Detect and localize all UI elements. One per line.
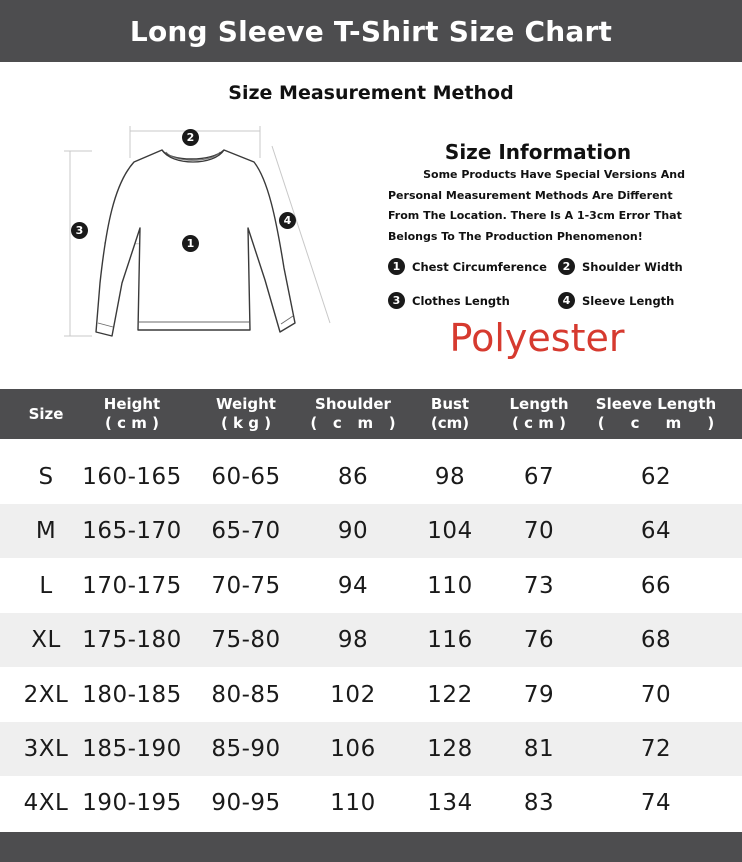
table-cell: 116	[427, 627, 473, 654]
table-cell: 70-75	[211, 572, 281, 599]
legend-label: Shoulder Width	[582, 259, 683, 274]
table-cell: 66	[640, 572, 672, 599]
shirt-diagram	[62, 118, 352, 358]
method-title: Size Measurement Method	[228, 82, 514, 104]
table-row	[0, 450, 742, 504]
header-unit: ( c m )	[597, 414, 715, 432]
table-cell: 86	[337, 464, 369, 490]
legend-clothes-length	[388, 292, 510, 309]
table-cell: XL	[31, 627, 61, 654]
header-sleeve-length	[588, 389, 724, 439]
shirt-outline-icon	[62, 118, 352, 358]
legend-label: Chest Circumference	[412, 259, 547, 274]
table-cell: 60-65	[211, 464, 281, 490]
header-unit: (cm)	[430, 414, 470, 432]
table-cell: 2XL	[23, 681, 69, 708]
legend-shoulder	[558, 258, 683, 275]
footer-bar	[0, 832, 742, 862]
table-cell: 104	[427, 518, 473, 545]
number-4-icon: 4	[558, 292, 575, 309]
info-line: Personal Measurement Methods Are Different	[388, 188, 673, 202]
material-label: Polyester	[449, 316, 625, 360]
info-text	[388, 165, 693, 247]
legend-label: Sleeve Length	[582, 293, 675, 308]
table-cell: 90	[337, 518, 369, 545]
table-cell: 80-85	[211, 681, 281, 708]
legend-chest	[388, 258, 547, 275]
header-label: Shoulder	[315, 395, 391, 413]
table-row	[0, 559, 742, 613]
table-cell: 160-165	[82, 464, 182, 490]
table-cell: 110	[427, 572, 473, 599]
header-label: Bust	[430, 395, 470, 413]
table-cell: 98	[337, 627, 369, 654]
marker-1-icon: 1	[182, 235, 199, 252]
header-size	[0, 389, 92, 439]
header-bust	[410, 389, 490, 439]
table-cell: 185-190	[82, 736, 182, 762]
table-cell: 70	[523, 518, 555, 545]
header-unit: ( c m )	[105, 414, 159, 432]
table-cell: 76	[523, 627, 555, 654]
header-unit: ( c m )	[512, 414, 566, 432]
table-cell: 64	[640, 518, 672, 545]
table-cell: S	[38, 464, 54, 490]
table-cell: 190-195	[82, 790, 182, 817]
header-label: Weight	[216, 395, 276, 413]
info-title: Size Information	[444, 140, 632, 164]
table-cell: 68	[640, 627, 672, 654]
table-row	[0, 613, 742, 667]
table-cell: 175-180	[82, 627, 182, 654]
header-unit: ( k g )	[220, 414, 272, 432]
table-cell: 102	[330, 681, 376, 708]
table-cell: 128	[427, 736, 473, 762]
header-shoulder	[303, 389, 403, 439]
table-row	[0, 504, 742, 558]
table-cell: 67	[523, 464, 555, 490]
table-cell: L	[39, 572, 53, 599]
table-cell: 62	[640, 464, 672, 490]
info-line: From The Location. There Is A 1-3cm Error That	[388, 209, 682, 222]
legend-label: Clothes Length	[412, 293, 510, 308]
number-2-icon: 2	[558, 258, 575, 275]
table-cell: 110	[330, 790, 376, 817]
info-line: Some Products Have Special Versions And	[423, 168, 685, 181]
table-row	[0, 668, 742, 722]
table-cell: 72	[640, 736, 672, 762]
table-cell: 94	[337, 572, 369, 599]
table-cell: 74	[640, 790, 672, 817]
table-cell: M	[35, 518, 57, 545]
marker-2-icon: 2	[182, 129, 199, 146]
table-cell: 81	[523, 736, 555, 762]
number-1-icon: 1	[388, 258, 405, 275]
table-cell: 85-90	[211, 736, 281, 762]
marker-3-icon: 3	[71, 222, 88, 239]
table-cell: 170-175	[82, 572, 182, 599]
table-row	[0, 722, 742, 776]
legend-sleeve-length	[558, 292, 674, 309]
header-label: Sleeve Length	[595, 395, 717, 413]
header-height	[82, 389, 182, 439]
marker-4-icon: 4	[279, 212, 296, 229]
header-unit: ( c m )	[310, 414, 396, 432]
table-cell: 75-80	[211, 627, 281, 654]
chart-title: Long Sleeve T-Shirt Size Chart	[0, 0, 742, 62]
table-cell: 134	[427, 790, 473, 817]
header-label: Length	[509, 395, 569, 413]
table-cell: 180-185	[82, 681, 182, 708]
table-cell: 122	[427, 681, 473, 708]
header-label: Height	[103, 395, 161, 413]
table-cell: 90-95	[211, 790, 281, 817]
table-cell: 3XL	[23, 736, 69, 762]
header-label: Size	[28, 404, 64, 423]
table-cell: 106	[330, 736, 376, 762]
table-cell: 165-170	[82, 518, 182, 545]
info-line: Belongs To The Production Phenomenon!	[388, 229, 643, 243]
table-cell: 65-70	[211, 518, 281, 545]
table-cell: 79	[523, 681, 555, 708]
table-cell: 83	[523, 790, 555, 817]
header-weight	[196, 389, 296, 439]
number-3-icon: 3	[388, 292, 405, 309]
header-length	[494, 389, 584, 439]
table-cell: 98	[434, 464, 466, 490]
table-header	[0, 389, 742, 439]
table-row	[0, 776, 742, 830]
table-cell: 4XL	[23, 790, 69, 817]
table-cell: 73	[523, 572, 555, 599]
table-cell: 70	[640, 681, 672, 708]
